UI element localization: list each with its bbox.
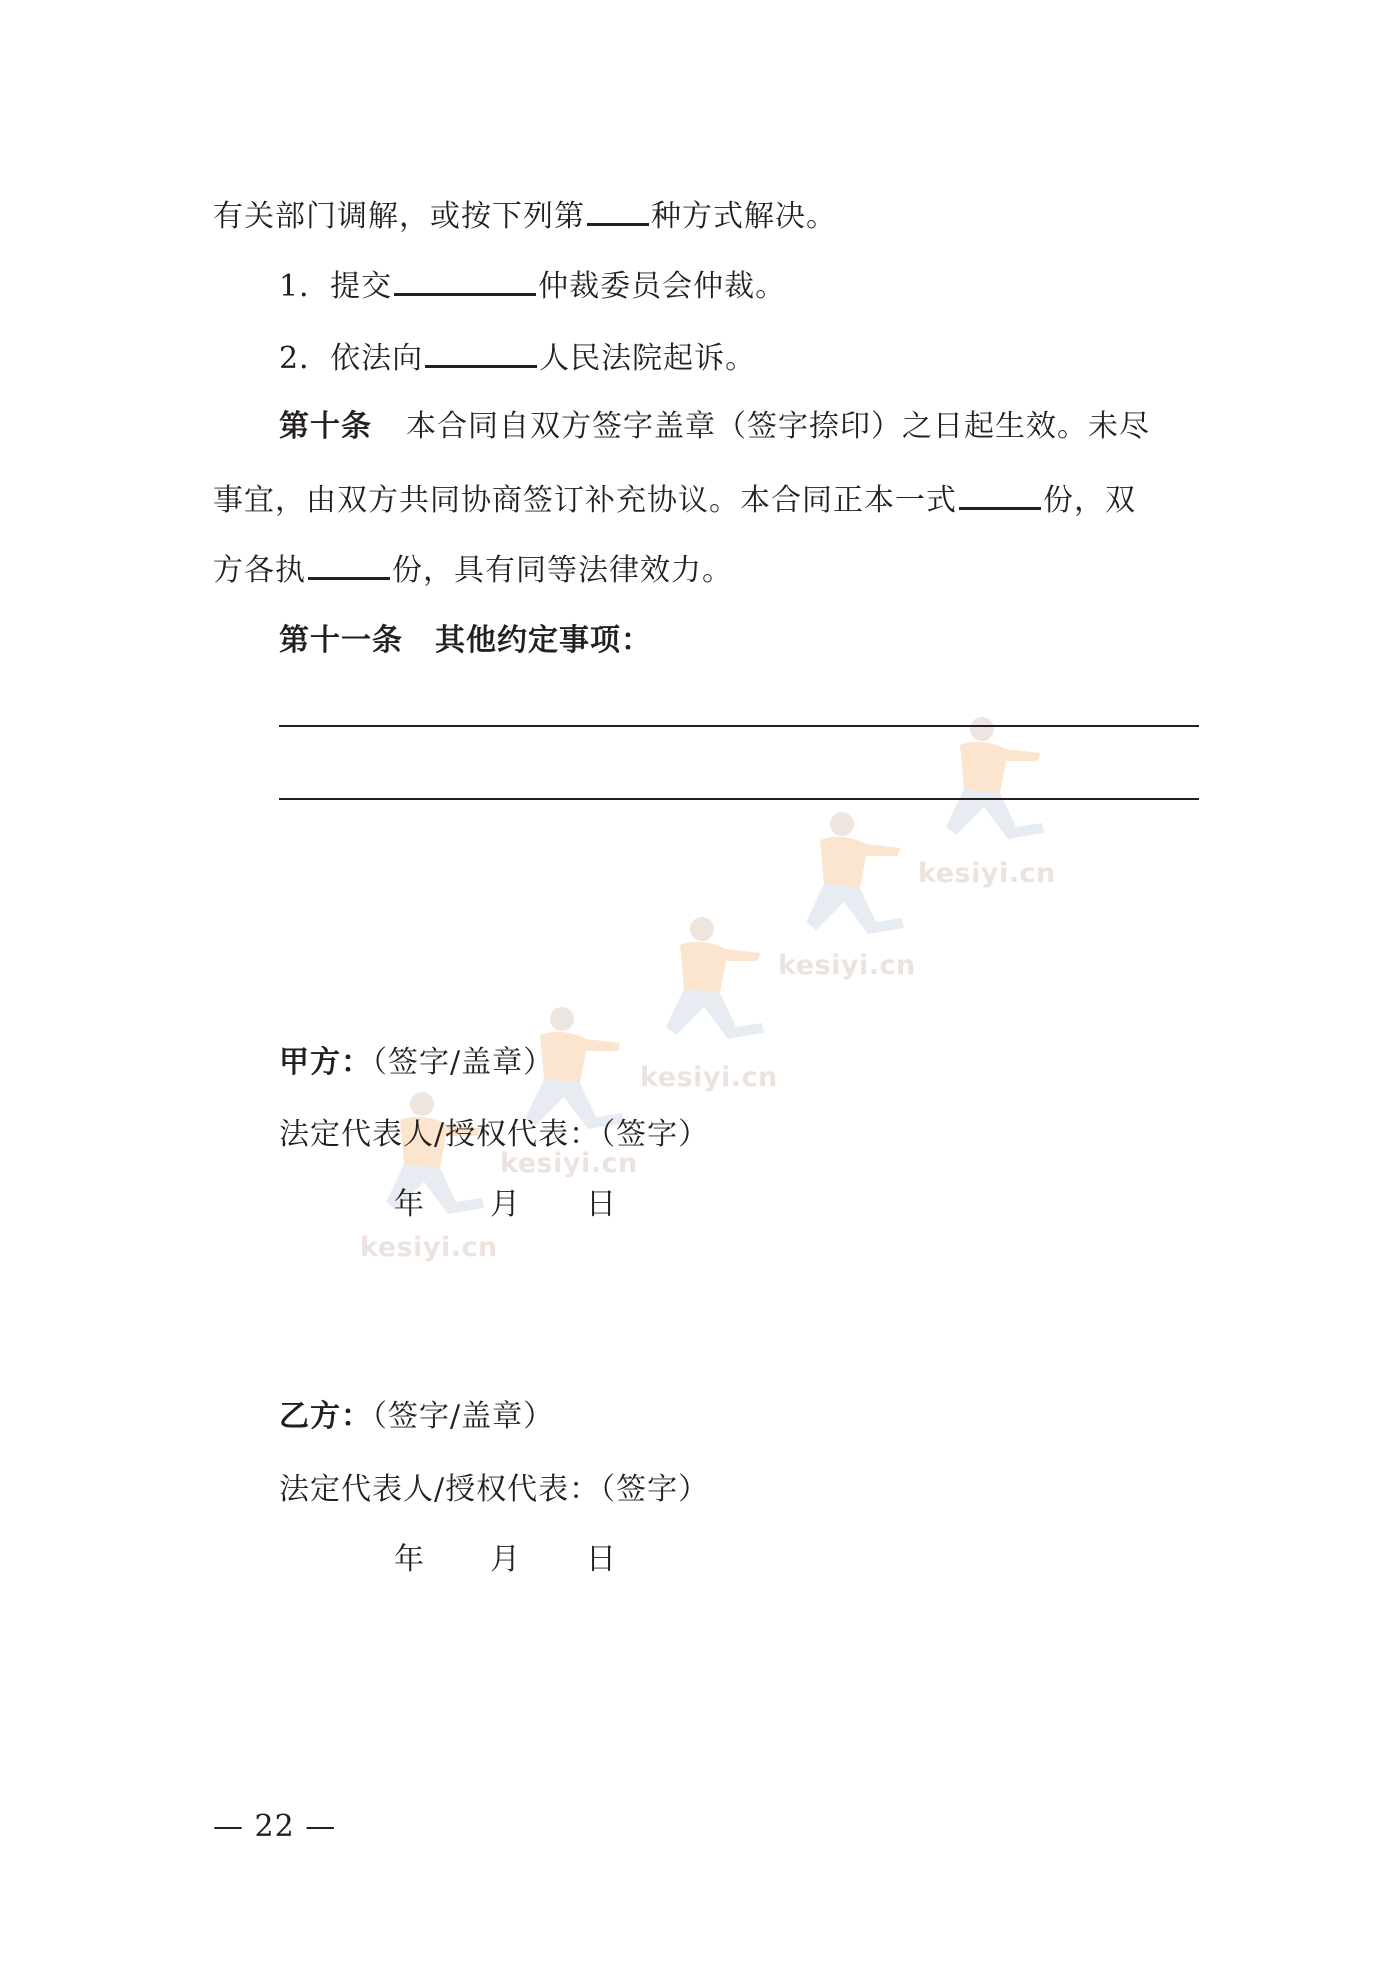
blank-arbitration-commission — [394, 265, 536, 296]
text-segment: 方各执 — [213, 553, 306, 588]
blank-line-other-terms-1 — [279, 725, 1199, 727]
watermark-text: kesiyi.cn — [500, 1148, 638, 1179]
watermark-text: kesiyi.cn — [640, 1062, 778, 1093]
blank-copy-count — [959, 479, 1041, 510]
text-segment: 事宜，由双方共同协商签订补充协议。本合同正本一式 — [213, 483, 957, 518]
runner-figure-icon — [640, 915, 780, 1045]
party-b-representative: 法定代表人/授权代表：（签字） — [279, 1472, 710, 1507]
party-a-sign-note: （签字/盖章） — [372, 1045, 555, 1080]
party-a-date: 年 月 日 — [394, 1187, 618, 1222]
text-segment: 本合同自双方签字盖章（签字捺印）之日起生效。未尽 — [406, 409, 1150, 444]
text-segment: 份，双 — [1043, 483, 1136, 518]
text-segment: 1．提交 — [279, 269, 393, 304]
watermark-text: kesiyi.cn — [778, 950, 916, 981]
watermark-text: kesiyi.cn — [918, 858, 1056, 889]
text-segment: 2．依法向 — [279, 341, 424, 376]
option-litigation — [279, 337, 756, 379]
watermark-text: kesiyi.cn — [360, 1232, 498, 1263]
party-a-representative: 法定代表人/授权代表：（签字） — [279, 1117, 710, 1152]
text-segment: 种方式解决。 — [651, 199, 837, 234]
article-11-heading — [279, 621, 652, 661]
text-segment: 有关部门调解，或按下列第 — [213, 199, 585, 234]
blank-method-number — [587, 195, 649, 226]
party-b-label: 乙方： — [279, 1399, 372, 1434]
party-b-signature — [279, 1397, 554, 1437]
party-a-signature — [279, 1043, 554, 1083]
article-10-line-3 — [213, 549, 733, 591]
article-11-text: 其他约定事项： — [435, 623, 652, 658]
page-number: — 22 — — [213, 1809, 337, 1844]
runner-figure-icon — [780, 810, 920, 940]
blank-line-other-terms-2 — [279, 798, 1199, 800]
text-segment: 仲裁委员会仲裁。 — [538, 269, 787, 304]
runner-figure-icon — [920, 715, 1060, 845]
text-segment: 份，具有同等法律效力。 — [392, 553, 733, 588]
party-b-date: 年 月 日 — [394, 1542, 618, 1577]
party-b-sign-note: （签字/盖章） — [372, 1399, 555, 1434]
blank-copies-each — [308, 549, 390, 580]
article-11-label: 第十一条 — [279, 623, 403, 658]
article-10-heading: 第十条 — [279, 409, 372, 444]
blank-court-name — [425, 337, 537, 368]
article-10-line-1 — [279, 407, 1150, 447]
article-10-line-2 — [213, 479, 1136, 521]
paragraph-line — [213, 195, 837, 237]
option-arbitration — [279, 265, 786, 307]
text-segment: 人民法院起诉。 — [539, 341, 757, 376]
party-a-label: 甲方： — [279, 1045, 372, 1080]
